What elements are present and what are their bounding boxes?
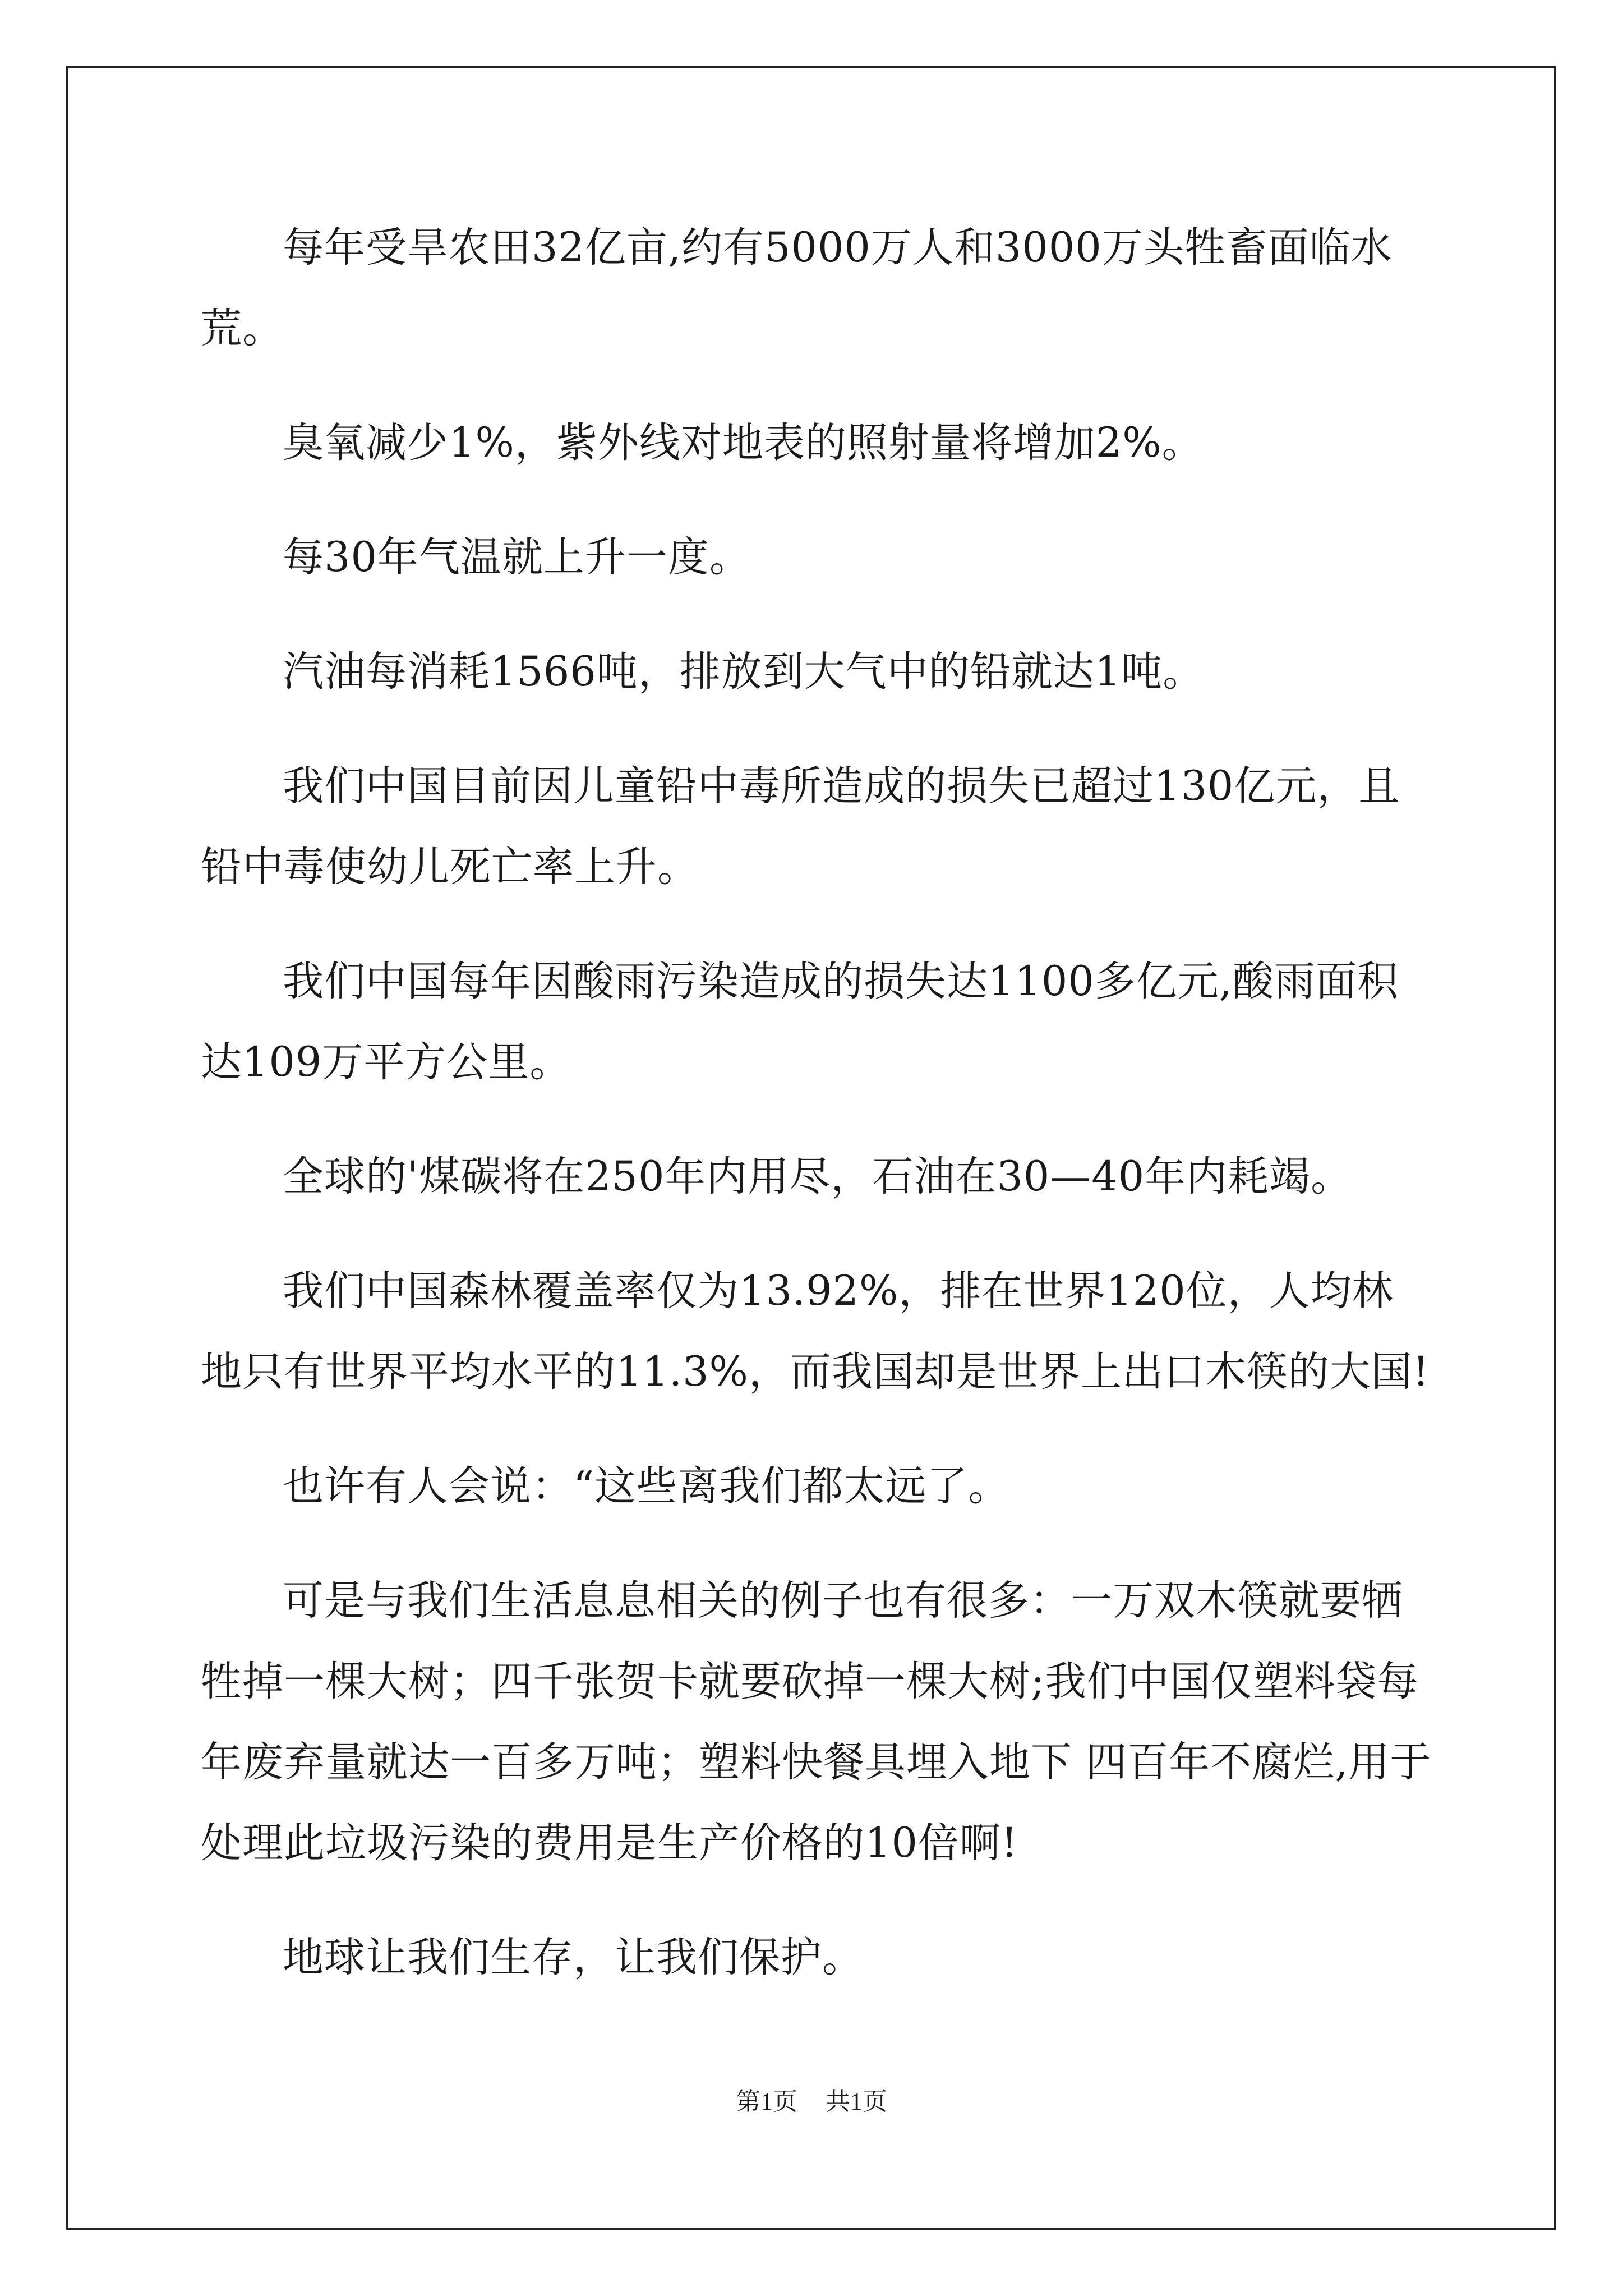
paragraph: 地球让我们生存，让我们保护。 xyxy=(283,1934,864,1981)
page-total: 共1页 xyxy=(826,2088,887,2115)
paragraph: 全球的'煤碳将在250年内用尽，石油在30—40年内耗竭。 xyxy=(283,1153,1353,1200)
paragraph: 汽油每消耗1566吨，排放到大气中的铅就达1吨。 xyxy=(283,648,1205,696)
paragraph: 可是与我们生活息息相关的例子也有很多：一万双木筷就要牺牲掉一棵大树；四千张贺卡就要砍掉一棵大树;我们中国仅塑料袋每年废弃量就达一百多万吨；塑料快餐具埋入地下 四百年不腐烂,用于处理此垃圾污染的费用是生产价格的10倍啊! xyxy=(201,1577,1432,1867)
document-body xyxy=(201,208,1435,2032)
page-number: 第1页 xyxy=(736,2088,797,2115)
page-footer xyxy=(0,2081,1623,2117)
paragraph: 我们中国每年因酸雨污染造成的损失达1100多亿元,酸雨面积达109万平方公里。 xyxy=(201,958,1399,1086)
paragraph: 每年受旱农田32亿亩,约有5000万人和3000万头牲畜面临水荒。 xyxy=(201,224,1393,352)
paragraph: 臭氧减少1%，紫外线对地表的照射量将增加2%。 xyxy=(283,419,1204,467)
paragraph: 每30年气温就上升一度。 xyxy=(283,533,751,581)
paragraph: 也许有人会说：“这些离我们都太远了。 xyxy=(283,1462,1010,1510)
paragraph: 我们中国目前因儿童铅中毒所造成的损失已超过130亿元，且铅中毒使幼儿死亡率上升。 xyxy=(201,762,1400,891)
paragraph: 我们中国森林覆盖率仅为13.92%，排在世界120位，人均林地只有世界平均水平的11.3%，而我国却是世界上出口木筷的大国! xyxy=(201,1267,1430,1396)
